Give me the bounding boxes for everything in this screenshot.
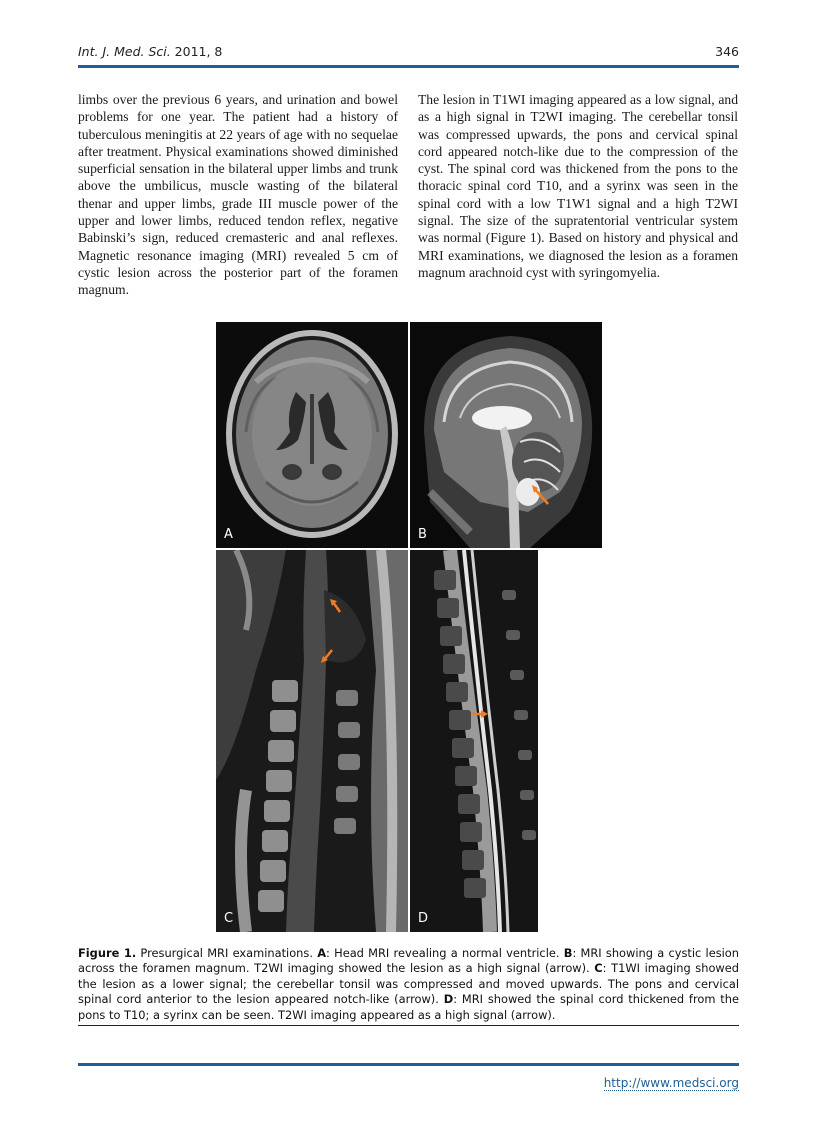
caption-text-b: : MRI showing a cystic lesion across the foramen magnum. T2WI imaging showed the lesion as a high signal (arrow). — [78, 946, 739, 976]
mri-panel-c — [216, 550, 408, 932]
page-number: 346 — [715, 44, 739, 59]
header-rule — [78, 65, 739, 68]
caption-label-c: C — [594, 961, 603, 976]
panel-label-c: C — [224, 911, 234, 926]
axial-head-mri-image — [216, 322, 408, 548]
caption-label-d: D — [443, 992, 454, 1007]
caption-rule — [78, 1025, 739, 1026]
mri-panel-b — [410, 322, 602, 548]
caption-label-a: A — [317, 946, 327, 960]
panel-label-b: B — [418, 527, 427, 542]
body-text-right-column: The lesion in T1WI imaging appeared as a low signal, and as a high signal in T2WI imaging. The cerebellar tonsil was compressed upwards, the pons and cervical spinal cord appeared notch-like due to the compression of the cyst. The spinal cord was thickened from the pons to the thoracic spinal cord T10, and a syrinx was seen in the spinal cord with a low T1W1 signal and a high T2WI signal. The size of the supratentorial ventricular system was normal (Figure 1). Based on history and physical and MRI examinations, we diagnosed the lesion as a foramen magnum arachnoid cyst with syringomyelia. — [418, 92, 738, 280]
caption-intro: Presurgical MRI examinations. — [136, 946, 318, 960]
sagittal-t2-brain-mri-image — [410, 322, 602, 548]
panel-label-d: D — [418, 911, 429, 926]
caption-figure-label: Figure 1. — [78, 946, 137, 960]
journal-citation — [78, 44, 222, 59]
caption-text-d: : MRI showed the spinal cord thickened from the pons to T10; a syrinx can be seen. T2WI imaging appeared as a high signal (arrow). — [78, 992, 739, 1022]
running-header — [78, 44, 739, 64]
figure-1 — [216, 322, 602, 932]
panel-label-a: A — [224, 527, 233, 542]
caption-text-a: : Head MRI revealing a normal ventricle. — [326, 946, 564, 960]
journal-url-link[interactable]: http://www.medsci.org — [603, 1076, 739, 1090]
caption-text-c: : T1WI imaging showed the lesion as a lower signal; the cerebellar tonsil was compressed and moved upwards. The pons and cervical spinal cord anterior to the lesion appeared notch-like (arrow). — [78, 961, 739, 1007]
caption-label-b: B — [563, 946, 573, 960]
figure-caption — [78, 946, 739, 1023]
footer-rule — [78, 1063, 739, 1066]
sagittal-t1-cervical-spine-mri-image — [216, 550, 408, 932]
journal-year-volume: 2011, 8 — [170, 44, 223, 59]
sagittal-t2-thoracic-spine-mri-image — [410, 550, 538, 932]
journal-name: Int. J. Med. Sci. — [78, 44, 171, 59]
body-text-left-column: limbs over the previous 6 years, and urination and bowel problems for one year. The patient had a history of tuberculous meningitis at 22 years of age with no sequelae after treatment. Physical examinations showed diminished superficial sensation in the bilateral upper limbs and trunk above the umbilicus, muscle wasting of the bilateral thenar and upper limbs, grade III muscle power of the upper and lower limbs, reduced tendon reflex, negative Babinski’s sign, reduced cremasteric and anal reflexes. Magnetic resonance imaging (MRI) revealed 5 cm of cystic lesion across the posterior part of the foramen magnum. — [78, 92, 398, 298]
mri-panel-d — [410, 550, 538, 932]
mri-panel-a — [216, 322, 408, 548]
